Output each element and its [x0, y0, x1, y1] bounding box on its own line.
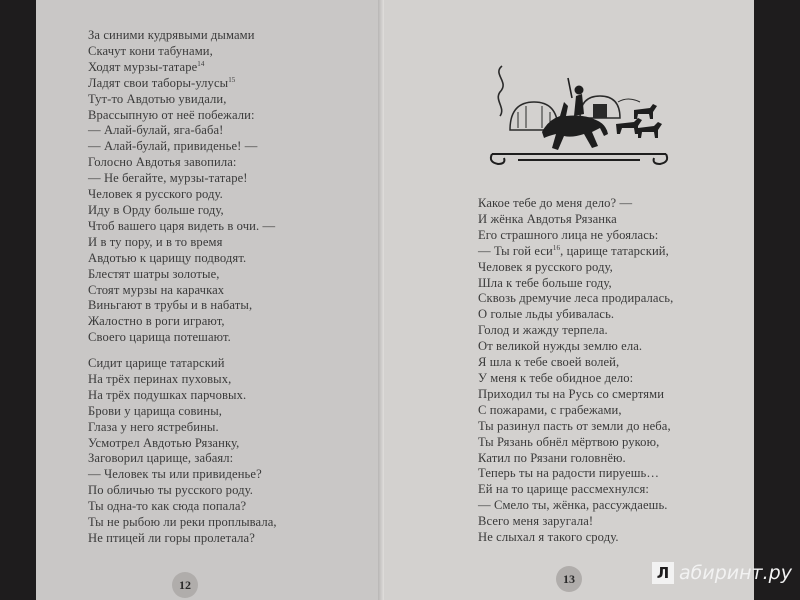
poem-line: — Алай-булай, яга-баба! [88, 123, 224, 138]
poem-line: Своего царища потешают. [88, 330, 231, 345]
poem-line: Человек я русского роду. [88, 187, 223, 202]
poem-line: Ты не рыбою ли реки проплывала, [88, 515, 277, 530]
poem-line: Виньгают в трубы и в набаты, [88, 298, 253, 313]
poem-line: Голосно Авдотья завопила: [88, 155, 237, 170]
watermark-text: абиринт.ру [679, 562, 792, 584]
poem-line-text: Ходят мурзы-татаре [88, 59, 198, 74]
page-number-left: 12 [172, 572, 198, 598]
poem-line: Брови у царища совины, [88, 403, 223, 418]
right-stanza-1 [478, 196, 673, 482]
poem-line: О голые льды убивалась. [478, 307, 615, 322]
poem-line [88, 76, 275, 92]
poem-line: Авдотью к царищу подводят. [88, 250, 247, 265]
poem-line: — Алай-булай, привиденье! — [88, 139, 258, 154]
poem-line: И в ту пору, и в то время [88, 234, 223, 249]
poem-line-text: , царище татарский, [560, 243, 669, 258]
poem-line: Человек я русского роду, [478, 259, 613, 274]
poem-line: Врассыпную от неё побежали: [88, 107, 255, 122]
poem-line: Сидит царище татарский [88, 356, 225, 370]
poem-line: Скачут кони табунами, [88, 43, 213, 58]
poem-line: Усмотрел Авдотью Рязанку, [88, 435, 240, 450]
poem-line: Сквозь дремучие леса продиралась, [478, 291, 674, 306]
poem-line: У меня к тебе обидное дело: [478, 370, 634, 385]
footnote-ref[interactable]: 15 [228, 75, 236, 84]
left-stanza-2 [88, 356, 277, 547]
poem-line: С пожарами, с грабежами, [478, 402, 622, 417]
poem-line: Глаза у него ястребины. [88, 419, 219, 434]
left-page [36, 0, 386, 600]
poem-line [478, 244, 673, 260]
poem-line: Ты разинул пасть от земли до неба, [478, 418, 671, 433]
poem-line: — Не бегайте, мурзы-татаре! [88, 171, 248, 186]
labirint-watermark [652, 562, 792, 584]
poem-line: Теперь ты на радости пируешь… [478, 466, 660, 481]
labirint-logo-icon: Л [652, 562, 674, 584]
poem-line: Ты одна-то как сюда попала? [88, 499, 247, 514]
poem-line: Ты Рязань обнёл мёртвою рукою, [478, 434, 660, 449]
footnote-ref[interactable]: 14 [197, 59, 205, 68]
poem-line-text: Ладят свои таборы-улусы [88, 75, 229, 90]
poem-line: Шла к тебе больше году, [478, 275, 612, 290]
right-stanza-2 [478, 482, 668, 546]
poem-line: Иду в Орду больше году, [88, 202, 224, 217]
poem-line: За синими кудрявыми дымами [88, 28, 255, 42]
poem-line: И жёнка Авдотья Рязанка [478, 211, 617, 226]
poem-line: Голод и жажду терпела. [478, 323, 608, 338]
steppe-rider-illustration [488, 62, 670, 172]
footnote-ref[interactable]: 16 [552, 243, 561, 252]
poem-line: Я шла к тебе своей волей, [478, 355, 620, 370]
poem-line: Жалостно в роги играют, [88, 314, 225, 329]
poem-line: На трёх перинах пуховых, [88, 371, 232, 386]
poem-line: Катил по Рязани головнёю. [478, 450, 626, 465]
poem-line: От великой нужды землю ела. [478, 339, 643, 354]
poem-line: Не птицей ли горы пролетала? [88, 530, 255, 545]
poem-line: Стоят мурзы на карачках [88, 282, 225, 297]
poem-line: Заговорил царище, забаял: [88, 451, 234, 466]
poem-line: Чтоб вашего царя видеть в очи. — [88, 218, 276, 233]
poem-line: На трёх подушках парчовых. [88, 387, 247, 402]
left-stanza-1 [88, 28, 275, 346]
poem-line: — Человек ты или привиденье? [88, 467, 262, 482]
poem-line-text: — Ты гой еси [478, 243, 553, 258]
poem-line: Какое тебе до меня дело? — [478, 196, 633, 210]
poem-line: Тут-то Авдотью увидали, [88, 91, 227, 106]
poem-line: Приходил ты на Русь со смертями [478, 386, 665, 401]
poem-line: Ей на то царище рассмехнулся: [478, 482, 649, 496]
poem-line: Блестят шатры золотые, [88, 266, 220, 281]
right-page [384, 0, 754, 600]
page-number-right: 13 [556, 566, 582, 592]
poem-line [88, 60, 275, 76]
poem-line: Всего меня заругала! [478, 513, 594, 528]
poem-line: Не слыхал я такого сроду. [478, 529, 619, 544]
poem-line: По обличью ты русского роду. [88, 483, 254, 498]
poem-line: — Смело ты, жёнка, рассуждаешь. [478, 497, 668, 512]
poem-line: Его страшного лица не убоялась: [478, 227, 659, 242]
